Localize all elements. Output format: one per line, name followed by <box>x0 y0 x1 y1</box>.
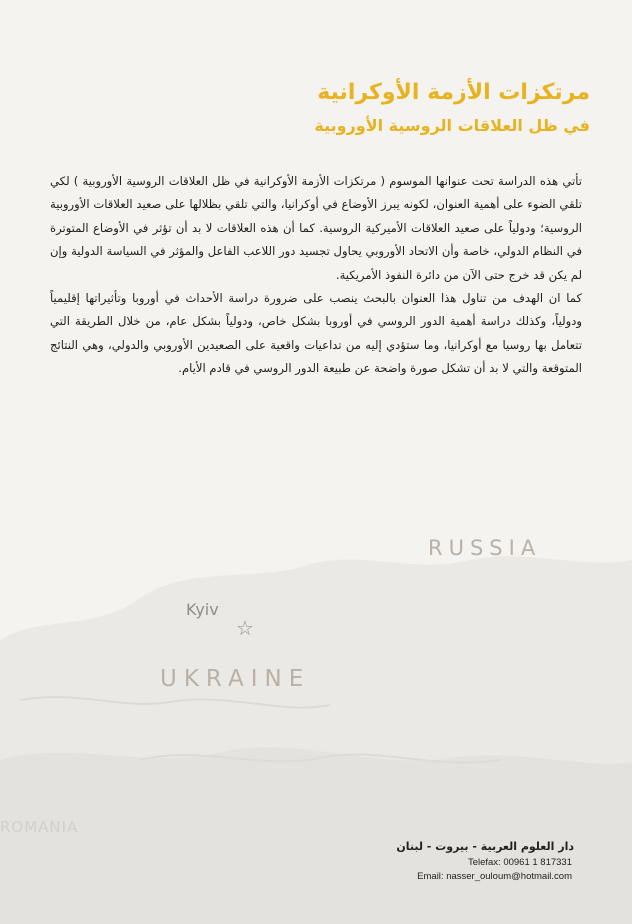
blurb-text <box>50 170 582 381</box>
star-icon: ☆ <box>236 616 254 640</box>
book-subtitle: في ظل العلاقات الروسية الأوروبية <box>314 116 590 135</box>
blurb-paragraph: كما ان الهدف من تناول هذا العنوان بالبحث ينصب على ضرورة دراسة الأحداث في أوروبا وتأثيراتها إقليمياً ودولياً، وكذلك دراسة أهمية الدور الروسي في أوروبا بشكل خاص، ودولياً بشكل عام، من خلال الطريقة التي تتعامل بها روسيا مع أوكرانيا، وما ستؤدي إليه من تداعيات واقعية على الصعيدين الأوروبي والدولي، وهي النتائج المتوقعة والتي لا بد أن تشكل صورة واضحة عن طبيعة الدور الروسي في قادم الأيام. <box>50 291 582 376</box>
map-label-romania: ROMANIA <box>0 818 79 836</box>
blurb-paragraph: تأتي هذه الدراسة تحت عنوانها الموسوم ( مرتكزات الأزمة الأوكرانية في ظل العلاقات الروسية الأوروبية ) لكي تلقي الضوء على أهمية العنوان، لكونه يبرز الأوضاع في أوكرانيا، والتي تلقي بظلالها على صعيد العلاقات الأوروبية الروسية؛ ودولياً على صعيد العلاقات الأميركية الروسية. كما أن هذه العلاقات لا بد أن تؤثر في الأوضاع المتوترة في النظام الدولي، خاصة وأن الاتحاد الأوروبي يحاول تجسيد دور اللاعب الفاعل والمؤثر في السياسة الدولية وإن لم يكن قد خرج حتى الآن من دائرة النفوذ الأمريكية. <box>50 174 582 282</box>
map-region-shade <box>0 747 632 924</box>
map-label-russia: RUSSIA <box>428 536 542 560</box>
book-title: مرتكزات الأزمة الأوكرانية <box>317 80 590 105</box>
publisher-telefax: Telefax: 00961 1 817331 <box>467 857 572 868</box>
title-block <box>70 78 590 138</box>
publisher-name: دار العلوم العربية - بيروت - لبنان <box>396 840 574 853</box>
publisher-email: Email: nasser_ouloum@hotmail.com <box>417 871 572 882</box>
map-label-kyiv: Kyiv <box>186 600 219 619</box>
map-label-ukraine: UKRAINE <box>160 666 311 692</box>
publisher-info <box>254 838 574 884</box>
